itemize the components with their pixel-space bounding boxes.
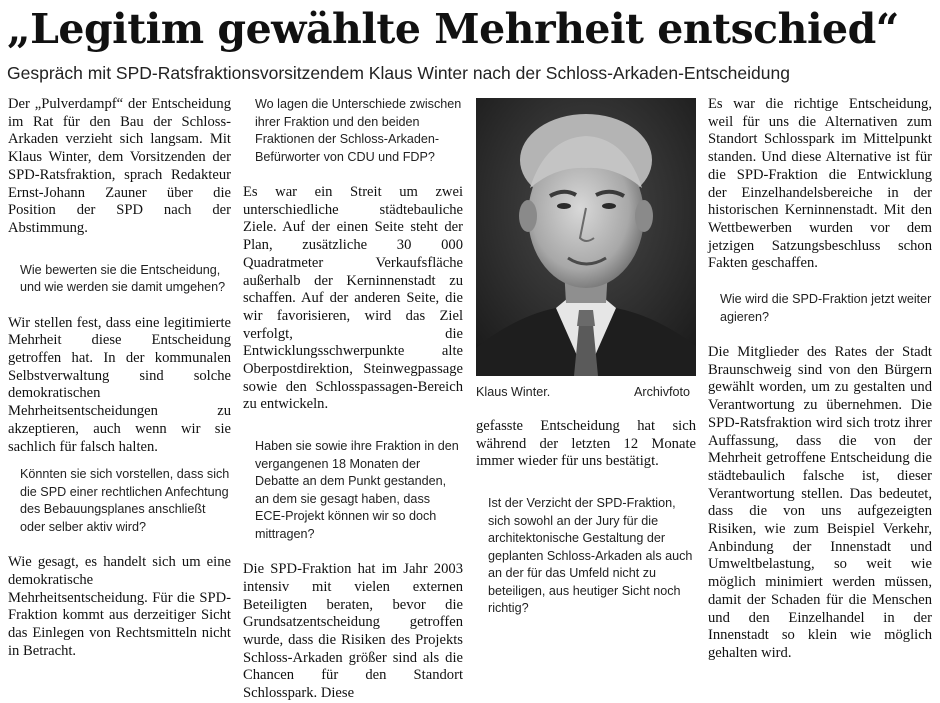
headline: „Legitim gewählte Mehrheit entschied“: [7, 5, 899, 53]
question-4: Haben sie sowie ihre Fraktion in den vergangenen 18 Monaten der Debatte an dem Punkt gestanden, an dem sie gesagt haben, dass ECE-Projekt können wir so doch mittragen?: [255, 439, 459, 541]
answer-2: Wie gesagt, es handelt sich um eine demokratische Mehrheitsentscheidung. Für die SPD-Fraktion kommt aus derzeitiger Sicht das Einlegen von Rechtsmitteln nicht in Betracht.: [8, 554, 231, 659]
answer-3: Es war ein Streit um zwei unterschiedliche städtebauliche Ziele. Auf der einen Seite steht der Plan, zusätzliche 30 000 Quadratmeter Verkaufsfläche außerhalb der Kerninnenstadt zu schaffen. Auf der anderen Seite, die wir favorisieren, wird das Ziel verfolgt, die Entwicklungsschwerpunkte alte Oberpostdirektion, Steinwegpassage sowie den Schlosspassagen-Bereich zu entwickeln.: [243, 184, 463, 413]
portrait-illustration: [476, 98, 696, 376]
column-2: [243, 96, 463, 702]
answer-4: Die SPD-Fraktion hat im Jahr 2003 intensiv mit vielen externen Beteiligten beraten, bevor die Grundsatzentscheidung getroffen wurde, dass die Risiken des Projekts Schloss-Arkaden größer sind als die Chancen für den Standort Schlosspark. Diese: [243, 561, 463, 702]
answer-5: Es war die richtige Entscheidung, weil für uns die Alternativen zum Standort Schlosspark im Mittelpunkt standen. Und diese Alternative ist für die SPD-Fraktion die Entwicklung der Einzelhandelsbereiche in der historischen Kerninnenstadt. Mit den Wettbewerben wurden vor dem jetzigen Satzungsbeschluss schon Fakten geschaffen.: [708, 96, 932, 272]
caption-name: Klaus Winter.: [476, 385, 551, 399]
intro-paragraph: Der „Pulverdampf“ der Entscheidung im Rat für den Bau der Schloss-Arkaden verzieht sich langsam. Mit Klaus Winter, dem Vorsitzenden der SPD-Ratsfraktion, sprach Redakteur Ernst-Johann Zauner über die Position der SPD nach der Abstimmung.: [8, 96, 231, 236]
answer-4-continued: gefasste Entscheidung hat sich während der letzten 12 Monate immer wieder für uns bestätigt.: [476, 418, 696, 470]
caption-credit: Archivfoto: [634, 385, 690, 399]
portrait-photo: [476, 98, 696, 376]
column-3: [476, 96, 696, 616]
photo-caption: [476, 384, 696, 400]
column-1: [8, 96, 231, 659]
answer-6: Die Mitglieder des Rates der Stadt Braunschweig sind von den Bürgern gewählt worden, um zu gestalten und Verantwortung zu übernehmen. Die SPD-Ratsfraktion wird sich trotz ihrer Auffassung, dass die von der Mehrheit getroffene Entscheidung die städtebaulich falsche ist, dieser Verantwortung stellen. Das bedeutet, dass die von uns aufgezeigten Risiken, wie zum Beispiel Verkehr, Anbindung der Innenstadt und Umweltbelastung, so weit wie möglich minimiert werden müssen, damit der Schaden für die Menschen und den Einzelhandel in der Innenstadt so klein wie möglich gehalten wird.: [708, 344, 932, 661]
subheadline: Gespräch mit SPD-Ratsfraktionsvorsitzendem Klaus Winter nach der Schloss-Arkaden-Entscheidung: [7, 63, 790, 83]
answer-1: Wir stellen fest, dass eine legitimierte Mehrheit diese Entscheidung getroffen hat. In der kommunalen Selbstverwaltung sind solche demokratischen Mehrheitsentscheidungen zu akzeptieren, auch wenn wir sie sachlich für falsch halten.: [8, 314, 231, 455]
question-1: Wie bewerten sie die Entscheidung, und wie werden sie damit umgehen?: [20, 262, 226, 295]
question-3: Wo lagen die Unterschiede zwischen ihrer Fraktion und den beiden Fraktionen der Schloss-Arkaden-Befürworter von CDU und FDP?: [255, 97, 462, 164]
column-4: [708, 96, 932, 661]
question-5: Ist der Verzicht der SPD-Fraktion, sich sowohl an der Jury für die architektonische Gestaltung der geplanten Schloss-Arkaden als auch an der für das Umfeld nicht zu beteiligen, aus heutiger Sicht noch richtig?: [488, 496, 693, 616]
question-2: Könnten sie sich vorstellen, dass sich die SPD einer rechtlichen Anfechtung des Bebauungsplanes anschließt oder selber aktiv wird?: [20, 467, 230, 534]
question-6: Wie wird die SPD-Fraktion jetzt weiter agieren?: [720, 292, 932, 324]
